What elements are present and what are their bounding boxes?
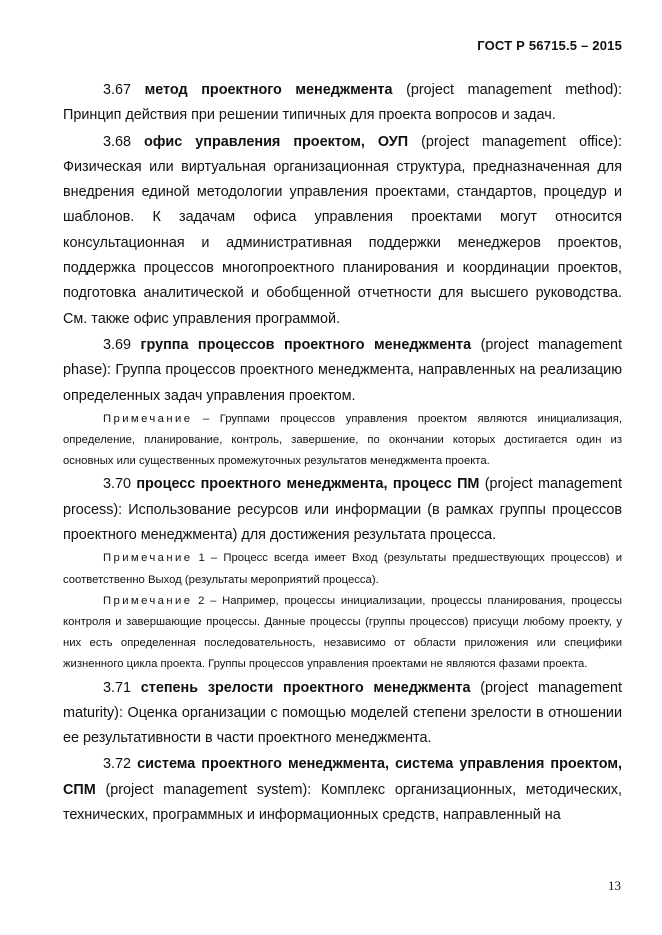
note-3-70-1 xyxy=(63,548,622,590)
entry-term: группа процессов проектного менеджмента xyxy=(140,336,472,353)
entry-definition: (project management office): Физическая или виртуальная организационная структура, предназначенная для внедрения единой методологии управления проектами, стандартов, процедур и шаблонов. К задачам офиса управления проектами могут относится консультационная и административная поддержки менеджеров проектов, поддержка процессов многопроектного планирования и координации проектов, подготовка аналитической и обобщенной отчетности для высшего руководства. См. также офис управления программой. xyxy=(63,133,622,327)
entry-term: процесс проектного менеджмента, процесс ПМ xyxy=(136,476,480,493)
term-entry-3-72 xyxy=(63,752,622,828)
note-3-70-2 xyxy=(63,591,622,676)
entry-term: офис управления проектом, ОУП xyxy=(144,133,409,150)
entry-number: 3.68 xyxy=(103,133,132,150)
note-label: Примечание xyxy=(103,594,193,607)
entry-definition: (project management method): Принцип действия при решении типичных для проекта вопросов и задач. xyxy=(63,82,622,124)
entry-number: 3.67 xyxy=(103,82,132,98)
entry-definition: (project management system): Комплекс организационных, методических, технических, программных и информационных средств, направленный на xyxy=(63,781,623,824)
term-entry-3-69 xyxy=(63,333,622,409)
note-text: 2 – Например, процессы инициализации, процессы планирования, процессы контроля и завершающие процессы. Данные процессы (группы процессов) присущи любому проекту, у них есть определенная последовательность, независимо от области приложения или специфики жизненного цикла проекта. Группы процессов управления проектами не являются фазами проекта. xyxy=(63,594,622,671)
term-entry-3-68 xyxy=(63,130,622,332)
page-number: 13 xyxy=(608,878,621,893)
entry-term: система проектного менеджмента, система управления проектом, СПМ xyxy=(63,756,622,798)
entry-number: 3.69 xyxy=(103,336,132,353)
entry-number: 3.71 xyxy=(103,679,132,696)
entry-definition: (project management phase): Группа процессов проектного менеджмента, направленных на реализацию определенных задач управления проектом. xyxy=(63,336,623,404)
note-label: Примечание xyxy=(103,412,193,425)
note-text: – Группами процессов управления проектом являются инициализация, определение, планирование, контроль, завершение, по окончании которых достигается один из основных или существенных промежуточных результатов менеджмента проекта. xyxy=(63,412,622,468)
document-header: ГОСТ Р 56715.5 – 2015 xyxy=(477,38,622,53)
document-body xyxy=(63,78,622,828)
note-text: 1 – Процесс всегда имеет Вход (результаты предшествующих процессов) и соответственно Выход (результаты мероприятий процесса). xyxy=(63,552,622,586)
entry-definition: (project management maturity): Оценка организации с помощью моделей степени зрелости в отношении ее результативности в части проектного менеджмента. xyxy=(63,679,623,747)
term-entry-3-70 xyxy=(63,472,622,548)
note-label: Примечание xyxy=(103,552,193,565)
entry-number: 3.72 xyxy=(103,756,132,773)
entry-term: метод проектного менеджмента xyxy=(144,82,393,98)
entry-term: степень зрелости проектного менеджмента xyxy=(140,679,471,696)
entry-number: 3.70 xyxy=(103,476,132,493)
entry-definition: (project management process): Использование ресурсов или информации (в рамках группы процессов проектного менеджмента) для достижения результата процесса. xyxy=(63,476,623,544)
note-3-69 xyxy=(63,409,622,473)
term-entry-3-71 xyxy=(63,676,622,752)
term-entry-3-67 xyxy=(63,78,622,129)
